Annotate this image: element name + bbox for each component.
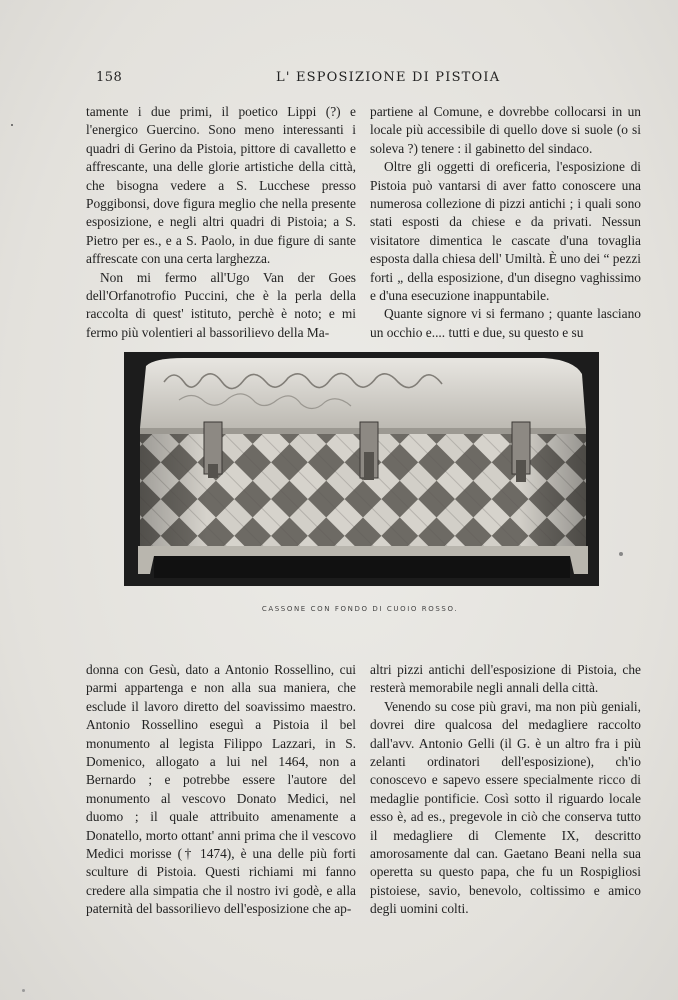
cassone-illustration: [124, 352, 599, 586]
text-column-top-right: [370, 103, 641, 342]
paragraph: Venendo su cose più gravi, ma non più geniali, dovrei dire qualcosa del medagliere raccolto dall'avv. Antonio Gelli (il G. è un altro fra i più zelanti ordinatori dell'esposizione), ch'io conoscevo e sapevo essere specialmente ricco di medaglie pontificie. Così sotto il riguardo locale esso è, ad es., pregevole in ciò che conserva tutto il medagliere di Clemente IX, descritto amorosamente dal can. Gaetano Beani nella sua operetta su questo papa, che fu un Rospigliosi pistoiese, savio, benevolo, coltissimo e amico degli uomini colti.: [370, 698, 641, 917]
text-column-top-left: [86, 103, 356, 342]
paragraph: partiene al Comune, e dovrebbe collocarsi in un locale più accessibile di quello dove si suole (o si soleva ?) tenere : il gabinetto del sindaco.: [370, 104, 641, 156]
text-column-bottom-right: [370, 661, 641, 919]
text-column-bottom-left: [86, 661, 356, 919]
paragraph: donna con Gesù, dato a Antonio Rossellino, cui parmi appartenga e non alla sua maniera, che esclude il lavoro diretto del soavissimo maestro. Antonio Rossellino eseguì a Pistoia il bel monumento al legista Filippo Lazzari, in S. Domenico, allogato a lui nel 1464, non a Bernardo ; e potrebbe essere l'autore del monumento al vescovo Donato Medici, nel duomo ; il quale attribuito amenamente a Donatello, morto ottant' anni prima che il vescovo Medici morisse († 1474), è una delle più forti sculture di Pistoia. Questi richiami mi fanno credere alla simpatia che il nostro ivi godè, e alla paternità del bassorilievo dell'esposizione che ap-: [86, 662, 356, 917]
cassone-photograph: [124, 352, 599, 586]
paragraph: Oltre gli oggetti di oreficeria, l'esposizione di Pistoia può vantarsi di aver fatto conoscere una numerosa collezione di pizzi antichi ; i quali sono stati esposti da chiese e da privati. Nessun visitatore dimentica le cascate d'una tovaglia esposta dalla chiesa dell' Umiltà. È uno dei “ pezzi forti „ della esposizione, d'un disegno vaghissimo e d'una esecuzione inappuntabile.: [370, 159, 641, 304]
paragraph: altri pizzi antichi dell'esposizione di Pistoia, che resterà memorabile negli annali della città.: [370, 662, 641, 696]
paper-speck: [22, 989, 25, 992]
page-header: [96, 70, 638, 90]
paper-speck: [619, 552, 623, 556]
running-title: L' ESPOSIZIONE DI PISTOIA: [276, 70, 501, 85]
page-number: 158: [96, 70, 123, 85]
paragraph: Non mi fermo all'Ugo Van der Goes dell'Orfanotrofio Puccini, che è la perla della raccolta di quest' istituto, perchè è noto; e mi fermo più volentieri al bassorilievo della Ma-: [86, 269, 356, 340]
paragraph: tamente i due primi, il poetico Lippi (?) e l'energico Guercino. Sono meno interessanti i quadri di Gerino da Pistoia, pittore di cavalletto e affrescante, una delle glorie artistiche della città, che bisogna vedere a S. Lucchese presso Poggibonsi, dove figura meglio che nella presente esposizione, e negli altri quadri di Pistoia; a S. Pietro per es., e a S. Paolo, in due figure di sante affrescate con una certa larghezza.: [86, 104, 356, 267]
paper-speck: [11, 124, 13, 126]
figure-caption: CASSONE CON FONDO DI CUOIO ROSSO.: [261, 605, 459, 613]
paragraph: Quante signore vi si fermano ; quante lasciano un occhio e.... tutti e due, su questo e su: [370, 306, 641, 340]
